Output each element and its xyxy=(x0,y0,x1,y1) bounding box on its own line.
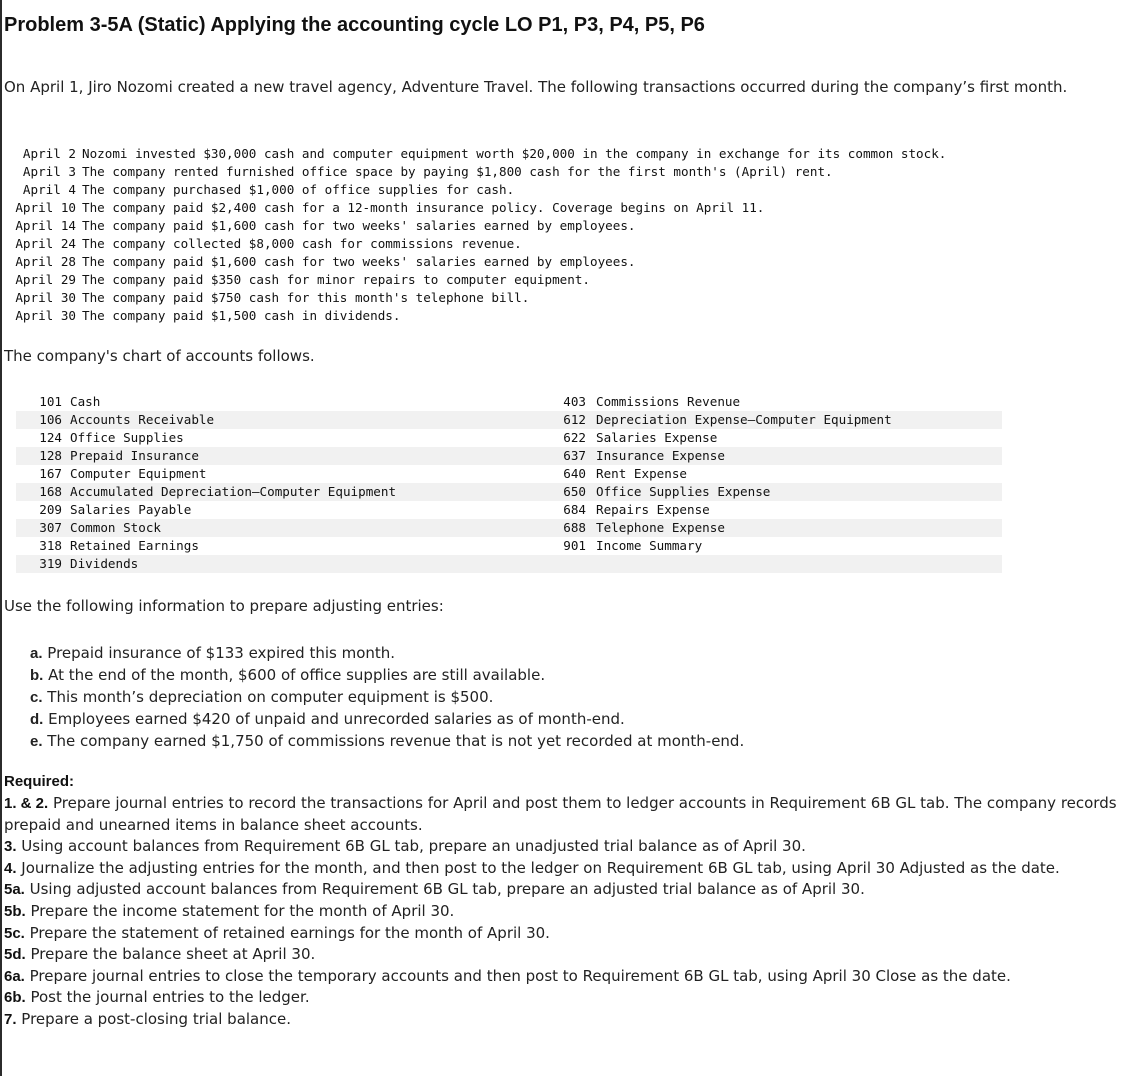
required-section xyxy=(4,771,1129,1031)
transaction-date: April 10 xyxy=(15,200,76,215)
account-name: Insurance Expense xyxy=(590,447,1002,465)
transaction-text: The company rented furnished office space by paying $1,800 cash for the first month's (April) rent. xyxy=(82,164,833,179)
account-number xyxy=(540,555,590,573)
adjustment-item xyxy=(30,730,744,752)
account-number: 637 xyxy=(540,447,590,465)
adjustment-label: c. xyxy=(30,689,43,706)
account-name: Office Supplies xyxy=(70,430,184,445)
account-number: 101 xyxy=(39,394,62,409)
requirement-item xyxy=(4,966,1129,988)
account-name: Cash xyxy=(70,394,101,409)
transaction-row xyxy=(4,199,946,217)
adjustment-text: The company earned $1,750 of commissions revenue that is not yet recorded at month-end. xyxy=(47,732,745,750)
requirement-text: Prepare journal entries to close the temporary accounts and then post to Requirement 6B GL tab, using April 30 Close as the date. xyxy=(29,966,1011,985)
transaction-row xyxy=(4,307,946,325)
account-number: 622 xyxy=(563,430,586,445)
adjusting-intro: Use the following information to prepare adjusting entries: xyxy=(4,597,444,615)
transaction-text: Nozomi invested $30,000 cash and computer equipment worth $20,000 in the company in exchange for its common stock. xyxy=(82,146,947,161)
account-name: Telephone Expense xyxy=(590,519,1002,537)
transaction-row xyxy=(4,253,946,271)
transaction-text: The company collected $8,000 cash for commissions revenue. xyxy=(82,236,522,251)
requirement-item xyxy=(4,858,1129,880)
account-number: 688 xyxy=(540,519,590,537)
account-name: Accumulated Depreciation—Computer Equipment xyxy=(66,483,540,501)
transaction-text: The company paid $1,600 cash for two weeks' salaries earned by employees. xyxy=(82,218,636,233)
account-number: 901 xyxy=(563,538,586,553)
requirement-label: 6a. xyxy=(4,967,25,985)
account-name: Salaries Payable xyxy=(70,502,192,517)
requirement-label: 4. xyxy=(4,859,17,877)
account-name: Dividends xyxy=(66,555,540,573)
account-name: Depreciation Expense—Computer Equipment xyxy=(590,411,1002,429)
transaction-text: The company paid $2,400 cash for a 12-month insurance policy. Coverage begins on April 11. xyxy=(82,200,765,215)
transaction-date: April 28 xyxy=(15,254,76,269)
transaction-text: The company paid $350 cash for minor repairs to computer equipment. xyxy=(82,272,590,287)
account-name: Accounts Receivable xyxy=(66,411,540,429)
transaction-date: April 24 xyxy=(15,236,76,251)
account-row xyxy=(16,483,1002,501)
requirement-item xyxy=(4,836,1129,858)
requirement-item xyxy=(4,923,1129,945)
requirement-text: Prepare journal entries to record the transactions for April and post them to ledger accounts in Requirement 6B GL tab. The company records prepaid and unearned items in balance sheet accounts. xyxy=(4,794,1117,834)
transaction-text: The company paid $750 cash for this month's telephone bill. xyxy=(82,290,530,305)
adjustment-text: Prepaid insurance of $133 expired this month. xyxy=(47,644,396,662)
account-number: 124 xyxy=(39,430,62,445)
account-number: 403 xyxy=(563,394,586,409)
adjustment-label: a. xyxy=(30,645,43,662)
account-name: Salaries Expense xyxy=(596,430,718,445)
transaction-date: April 3 xyxy=(22,164,76,179)
transaction-date: April 30 xyxy=(15,290,76,305)
transaction-date: April 4 xyxy=(22,182,76,197)
transaction-row xyxy=(4,235,946,253)
account-number: 640 xyxy=(563,466,586,481)
requirements-list xyxy=(4,793,1129,1031)
requirement-label: 5c. xyxy=(4,924,25,942)
adjustments-list xyxy=(30,642,744,752)
account-name xyxy=(590,555,1002,573)
adjustment-label: b. xyxy=(30,667,44,684)
transaction-date: April 29 xyxy=(15,272,76,287)
transactions-list xyxy=(4,145,946,325)
account-number: 319 xyxy=(16,555,66,573)
requirement-item xyxy=(4,879,1129,901)
account-number: 106 xyxy=(16,411,66,429)
account-row xyxy=(16,537,1002,555)
account-number: 612 xyxy=(540,411,590,429)
requirement-item xyxy=(4,793,1129,836)
transaction-text: The company paid $1,500 cash in dividends. xyxy=(82,308,401,323)
account-name: Rent Expense xyxy=(596,466,687,481)
account-number: 307 xyxy=(16,519,66,537)
account-row xyxy=(16,555,1002,573)
requirement-item xyxy=(4,1009,1129,1031)
requirement-label: 1. & 2. xyxy=(4,795,49,812)
transaction-row xyxy=(4,181,946,199)
requirement-text: Prepare the income statement for the month of April 30. xyxy=(30,901,455,920)
requirement-label: 5d. xyxy=(4,946,26,964)
account-number: 684 xyxy=(563,502,586,517)
requirement-text: Using account balances from Requirement 6B GL tab, prepare an unadjusted trial balance as of April 30. xyxy=(21,837,806,856)
account-row xyxy=(16,393,1002,411)
transaction-row xyxy=(4,289,946,307)
adjustment-label: d. xyxy=(30,711,44,728)
requirement-text: Journalize the adjusting entries for the month, and then post to the ledger on Requirement 6B GL tab, using April 30 Adjusted as the date. xyxy=(21,858,1060,877)
transaction-row xyxy=(4,217,946,235)
adjustment-text: Employees earned $420 of unpaid and unrecorded salaries as of month-end. xyxy=(48,710,625,728)
transaction-text: The company purchased $1,000 of office supplies for cash. xyxy=(82,182,515,197)
transaction-row xyxy=(4,163,946,181)
adjustment-item xyxy=(30,664,744,686)
account-name: Commissions Revenue xyxy=(596,394,741,409)
account-name: Income Summary xyxy=(596,538,703,553)
left-border-rule xyxy=(0,0,2,1076)
transaction-date: April 30 xyxy=(15,308,76,323)
chart-of-accounts-table xyxy=(16,393,1002,573)
account-number: 167 xyxy=(39,466,62,481)
account-number: 128 xyxy=(16,447,66,465)
account-row xyxy=(16,501,1002,519)
requirement-text: Post the journal entries to the ledger. xyxy=(30,988,310,1007)
account-name: Common Stock xyxy=(66,519,540,537)
account-name: Computer Equipment xyxy=(70,466,207,481)
requirement-label: 5b. xyxy=(4,902,26,920)
adjustment-item xyxy=(30,642,744,664)
adjustment-label: e. xyxy=(30,733,43,750)
transaction-row xyxy=(4,145,946,163)
requirement-label: 7. xyxy=(4,1010,17,1028)
adjustment-text: This month’s depreciation on computer equipment is $500. xyxy=(47,688,494,706)
required-heading: Required: xyxy=(4,773,75,790)
transaction-row xyxy=(4,271,946,289)
account-name: Repairs Expense xyxy=(596,502,710,517)
problem-title: Problem 3-5A (Static) Applying the accounting cycle LO P1, P3, P4, P5, P6 xyxy=(4,14,705,36)
requirement-label: 6b. xyxy=(4,989,26,1007)
transaction-date: April 14 xyxy=(15,218,76,233)
account-name: Office Supplies Expense xyxy=(590,483,1002,501)
requirement-label: 5a. xyxy=(4,881,25,899)
account-row xyxy=(16,447,1002,465)
intro-paragraph: On April 1, Jiro Nozomi created a new travel agency, Adventure Travel. The following transactions occurred during the company’s first month. xyxy=(4,78,1068,96)
adjustment-item xyxy=(30,686,744,708)
transaction-date: April 2 xyxy=(22,146,76,161)
chart-of-accounts-intro: The company's chart of accounts follows. xyxy=(4,347,315,365)
requirement-text: Prepare the balance sheet at April 30. xyxy=(30,945,316,964)
account-row xyxy=(16,429,1002,447)
transaction-text: The company paid $1,600 cash for two weeks' salaries earned by employees. xyxy=(82,254,636,269)
account-name: Retained Earnings xyxy=(70,538,199,553)
requirement-item xyxy=(4,987,1129,1009)
adjustment-text: At the end of the month, $600 of office supplies are still available. xyxy=(48,666,546,684)
requirement-text: Using adjusted account balances from Requirement 6B GL tab, prepare an adjusted trial balance as of April 30. xyxy=(29,880,865,899)
requirement-text: Prepare the statement of retained earnings for the month of April 30. xyxy=(29,923,550,942)
account-row xyxy=(16,519,1002,537)
account-number: 318 xyxy=(39,538,62,553)
requirement-item xyxy=(4,901,1129,923)
account-number: 209 xyxy=(39,502,62,517)
account-name: Prepaid Insurance xyxy=(66,447,540,465)
requirement-text: Prepare a post-closing trial balance. xyxy=(21,1009,291,1028)
account-number: 650 xyxy=(540,483,590,501)
account-number: 168 xyxy=(16,483,66,501)
account-row xyxy=(16,411,1002,429)
account-row xyxy=(16,465,1002,483)
adjustment-item xyxy=(30,708,744,730)
requirement-item xyxy=(4,944,1129,966)
requirement-label: 3. xyxy=(4,838,17,856)
